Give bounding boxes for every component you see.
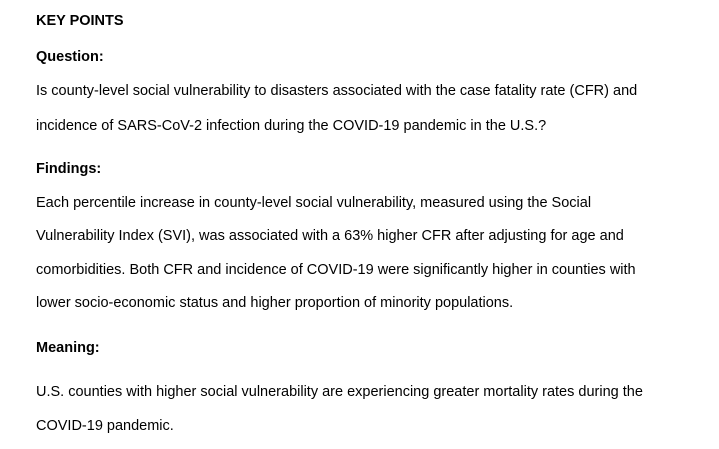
key-points-document <box>36 0 706 449</box>
meaning-text-line-2: COVID-19 pandemic. <box>36 418 174 434</box>
meaning-text-line-1: U.S. counties with higher social vulnerability are experiencing greater mortality rates during the <box>36 384 643 400</box>
meaning-label: Meaning: <box>36 340 100 356</box>
question-text-line-2: incidence of SARS-CoV-2 infection during the COVID-19 pandemic in the U.S.? <box>36 118 547 134</box>
question-text-line-1: Is county-level social vulnerability to disasters associated with the case fatality rate (CFR) and <box>36 83 638 99</box>
findings-text-line-1: Each percentile increase in county-level social vulnerability, measured using the Social <box>36 195 592 211</box>
findings-label: Findings: <box>36 161 102 177</box>
findings-text-line-4: lower socio-economic status and higher proportion of minority populations. <box>36 295 514 311</box>
key-points-title: KEY POINTS <box>36 13 124 29</box>
findings-text-line-3: comorbidities. Both CFR and incidence of COVID-19 were significantly higher in counties with <box>36 262 636 278</box>
question-label: Question: <box>36 49 104 65</box>
findings-text-line-2: Vulnerability Index (SVI), was associated with a 63% higher CFR after adjusting for age and <box>36 228 624 244</box>
